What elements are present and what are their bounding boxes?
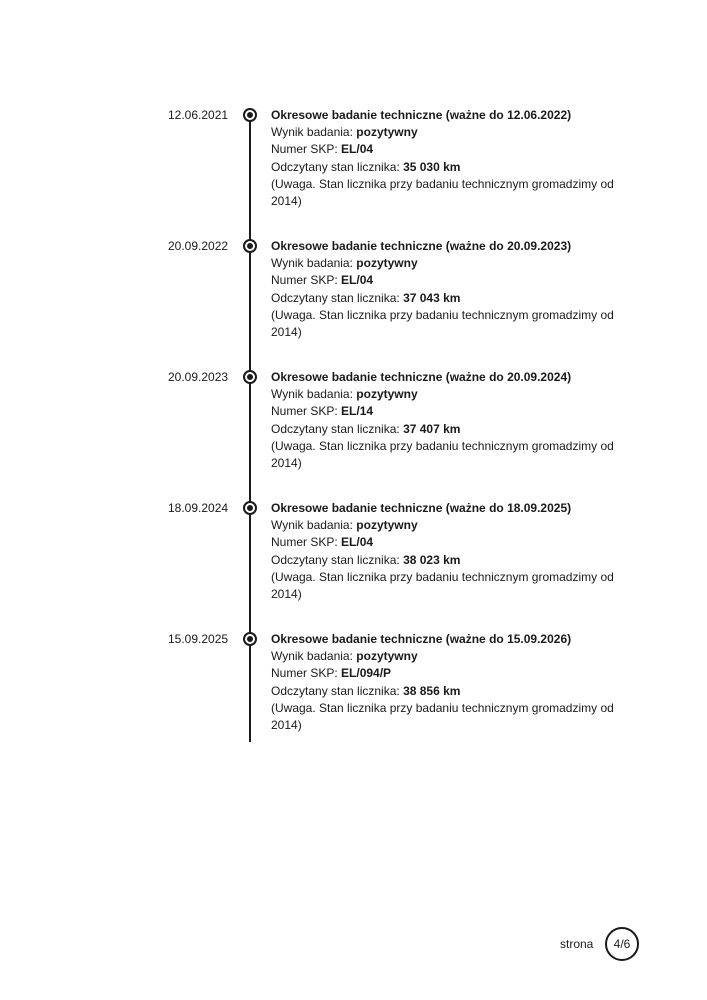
skp-value: EL/04 [341,273,374,288]
result-label: Wynik badania: [271,387,353,402]
entry-date: 12.06.2021 [168,108,229,122]
odometer-value: 37 407 km [403,421,461,436]
entry-title: Okresowe badanie techniczne (ważne do 15.09.2026) [271,632,572,646]
page-number-badge: 4/6 [605,927,639,961]
page-label: strona [560,937,594,951]
timeline-entry [0,632,707,758]
timeline-dot-icon [243,370,257,384]
skp-row [271,272,616,289]
timeline-dot-icon [243,239,257,253]
entry-details [271,500,616,603]
skp-label: Numer SKP: [271,273,338,288]
result-value: pozytywny [356,256,418,271]
entry-details [271,107,616,210]
entry-note: (Uwaga. Stan licznika przy badaniu technicznym gromadzimy od 2014) [271,176,614,209]
skp-label: Numer SKP: [271,142,338,157]
odometer-value: 38 856 km [403,683,461,698]
odometer-label: Odczytany stan licznika: [271,683,400,698]
timeline-entry [0,108,707,234]
odometer-row [271,290,616,307]
entry-details [271,631,616,734]
odometer-row [271,552,616,569]
timeline-entry [0,239,707,365]
timeline-dot-icon [243,632,257,646]
skp-value: EL/14 [341,404,374,419]
entry-title: Okresowe badanie techniczne (ważne do 20.09.2023) [271,239,572,253]
result-value: pozytywny [356,125,418,140]
timeline-entry [0,501,707,627]
entry-date: 20.09.2022 [168,239,229,253]
result-row [271,517,616,534]
result-label: Wynik badania: [271,649,353,664]
entry-date: 15.09.2025 [168,632,229,646]
skp-label: Numer SKP: [271,404,338,419]
skp-row [271,403,616,420]
skp-label: Numer SKP: [271,666,338,681]
result-row [271,124,616,141]
timeline-dot-icon [243,108,257,122]
skp-value: EL/04 [341,142,374,157]
result-row [271,255,616,272]
entry-date: 20.09.2023 [168,370,229,384]
odometer-value: 37 043 km [403,290,461,305]
entry-title: Okresowe badanie techniczne (ważne do 18.09.2025) [271,501,572,515]
odometer-row [271,159,616,176]
skp-row [271,534,616,551]
skp-row [271,141,616,158]
odometer-label: Odczytany stan licznika: [271,552,400,567]
result-value: pozytywny [356,649,418,664]
odometer-row [271,421,616,438]
entry-title: Okresowe badanie techniczne (ważne do 20.09.2024) [271,370,572,384]
odometer-value: 35 030 km [403,159,461,174]
result-value: pozytywny [356,387,418,402]
odometer-value: 38 023 km [403,552,461,567]
entry-note: (Uwaga. Stan licznika przy badaniu technicznym gromadzimy od 2014) [271,307,614,340]
entry-note: (Uwaga. Stan licznika przy badaniu technicznym gromadzimy od 2014) [271,700,614,733]
result-label: Wynik badania: [271,125,353,140]
entry-title: Okresowe badanie techniczne (ważne do 12.06.2022) [271,108,572,122]
skp-row [271,665,616,682]
result-label: Wynik badania: [271,518,353,533]
skp-value: EL/04 [341,535,374,550]
entry-note: (Uwaga. Stan licznika przy badaniu technicznym gromadzimy od 2014) [271,438,614,471]
timeline-dot-icon [243,501,257,515]
odometer-label: Odczytany stan licznika: [271,290,400,305]
entry-details [271,369,616,472]
result-row [271,386,616,403]
skp-value: EL/094/P [341,666,392,681]
timeline-entry [0,370,707,496]
entry-details [271,238,616,341]
odometer-label: Odczytany stan licznika: [271,159,400,174]
result-row [271,648,616,665]
odometer-label: Odczytany stan licznika: [271,421,400,436]
result-value: pozytywny [356,518,418,533]
result-label: Wynik badania: [271,256,353,271]
skp-label: Numer SKP: [271,535,338,550]
entry-date: 18.09.2024 [168,501,229,515]
odometer-row [271,683,616,700]
entry-note: (Uwaga. Stan licznika przy badaniu technicznym gromadzimy od 2014) [271,569,614,602]
